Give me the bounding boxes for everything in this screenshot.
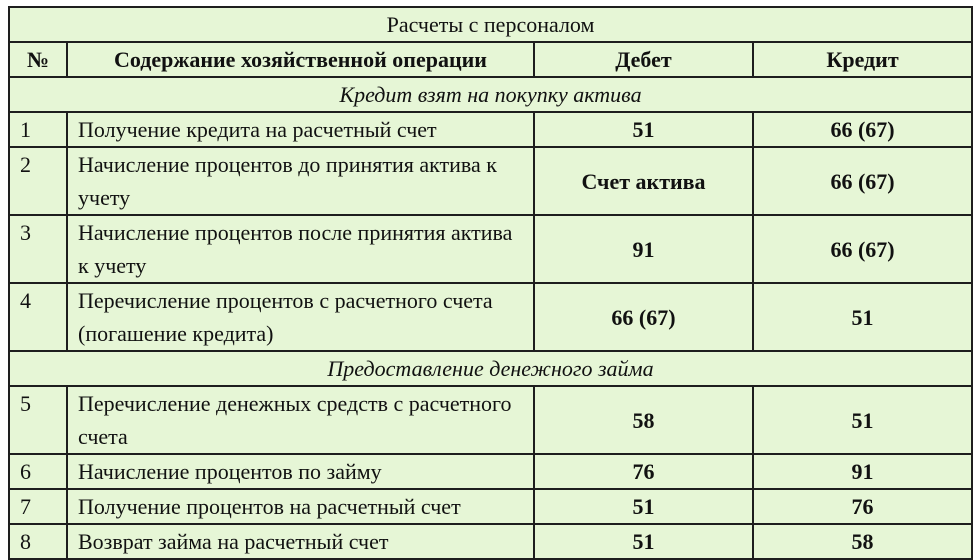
row-debit: 76: [534, 454, 753, 489]
table-row: [9, 283, 972, 351]
row-description: Начисление процентов до принятия актива к учету: [67, 147, 534, 215]
row-debit: 91: [534, 215, 753, 283]
row-credit: 51: [753, 283, 972, 351]
row-description: Получение процентов на расчетный счет: [67, 489, 534, 524]
row-credit: 58: [753, 524, 972, 559]
row-debit: 51: [534, 524, 753, 559]
row-number: 5: [9, 386, 67, 454]
section-row: [9, 351, 972, 386]
row-number: 7: [9, 489, 67, 524]
header-debit: Дебет: [534, 42, 753, 77]
row-credit: 66 (67): [753, 215, 972, 283]
row-credit: 91: [753, 454, 972, 489]
row-debit: 51: [534, 112, 753, 147]
row-credit: 76: [753, 489, 972, 524]
row-number: 6: [9, 454, 67, 489]
table-row: [9, 215, 972, 283]
row-number: 1: [9, 112, 67, 147]
postings-table: [8, 6, 973, 560]
header-credit: Кредит: [753, 42, 972, 77]
row-credit: 66 (67): [753, 147, 972, 215]
table-row: [9, 386, 972, 454]
row-credit: 66 (67): [753, 112, 972, 147]
section-row: [9, 77, 972, 112]
row-description: Начисление процентов после принятия актива к учету: [67, 215, 534, 283]
row-number: 2: [9, 147, 67, 215]
row-description: Возврат займа на расчетный счет: [67, 524, 534, 559]
row-number: 8: [9, 524, 67, 559]
table-row: [9, 147, 972, 215]
table-row: [9, 112, 972, 147]
row-credit: 51: [753, 386, 972, 454]
table-title-row: [9, 7, 972, 42]
row-debit: Счет актива: [534, 147, 753, 215]
row-description: Перечисление процентов с расчетного счета (погашение кредита): [67, 283, 534, 351]
row-debit: 66 (67): [534, 283, 753, 351]
table-row: [9, 489, 972, 524]
row-description: Перечисление денежных средств с расчетного счета: [67, 386, 534, 454]
table-row: [9, 454, 972, 489]
section-title: Кредит взят на покупку актива: [9, 77, 972, 112]
row-debit: 58: [534, 386, 753, 454]
table-row: [9, 524, 972, 559]
section-title: Предоставление денежного займа: [9, 351, 972, 386]
table-header-row: [9, 42, 972, 77]
header-description: Содержание хозяйственной операции: [67, 42, 534, 77]
row-description: Получение кредита на расчетный счет: [67, 112, 534, 147]
row-number: 4: [9, 283, 67, 351]
row-description: Начисление процентов по займу: [67, 454, 534, 489]
row-debit: 51: [534, 489, 753, 524]
table-title: Расчеты с персоналом: [9, 7, 972, 42]
row-number: 3: [9, 215, 67, 283]
header-number: №: [9, 42, 67, 77]
